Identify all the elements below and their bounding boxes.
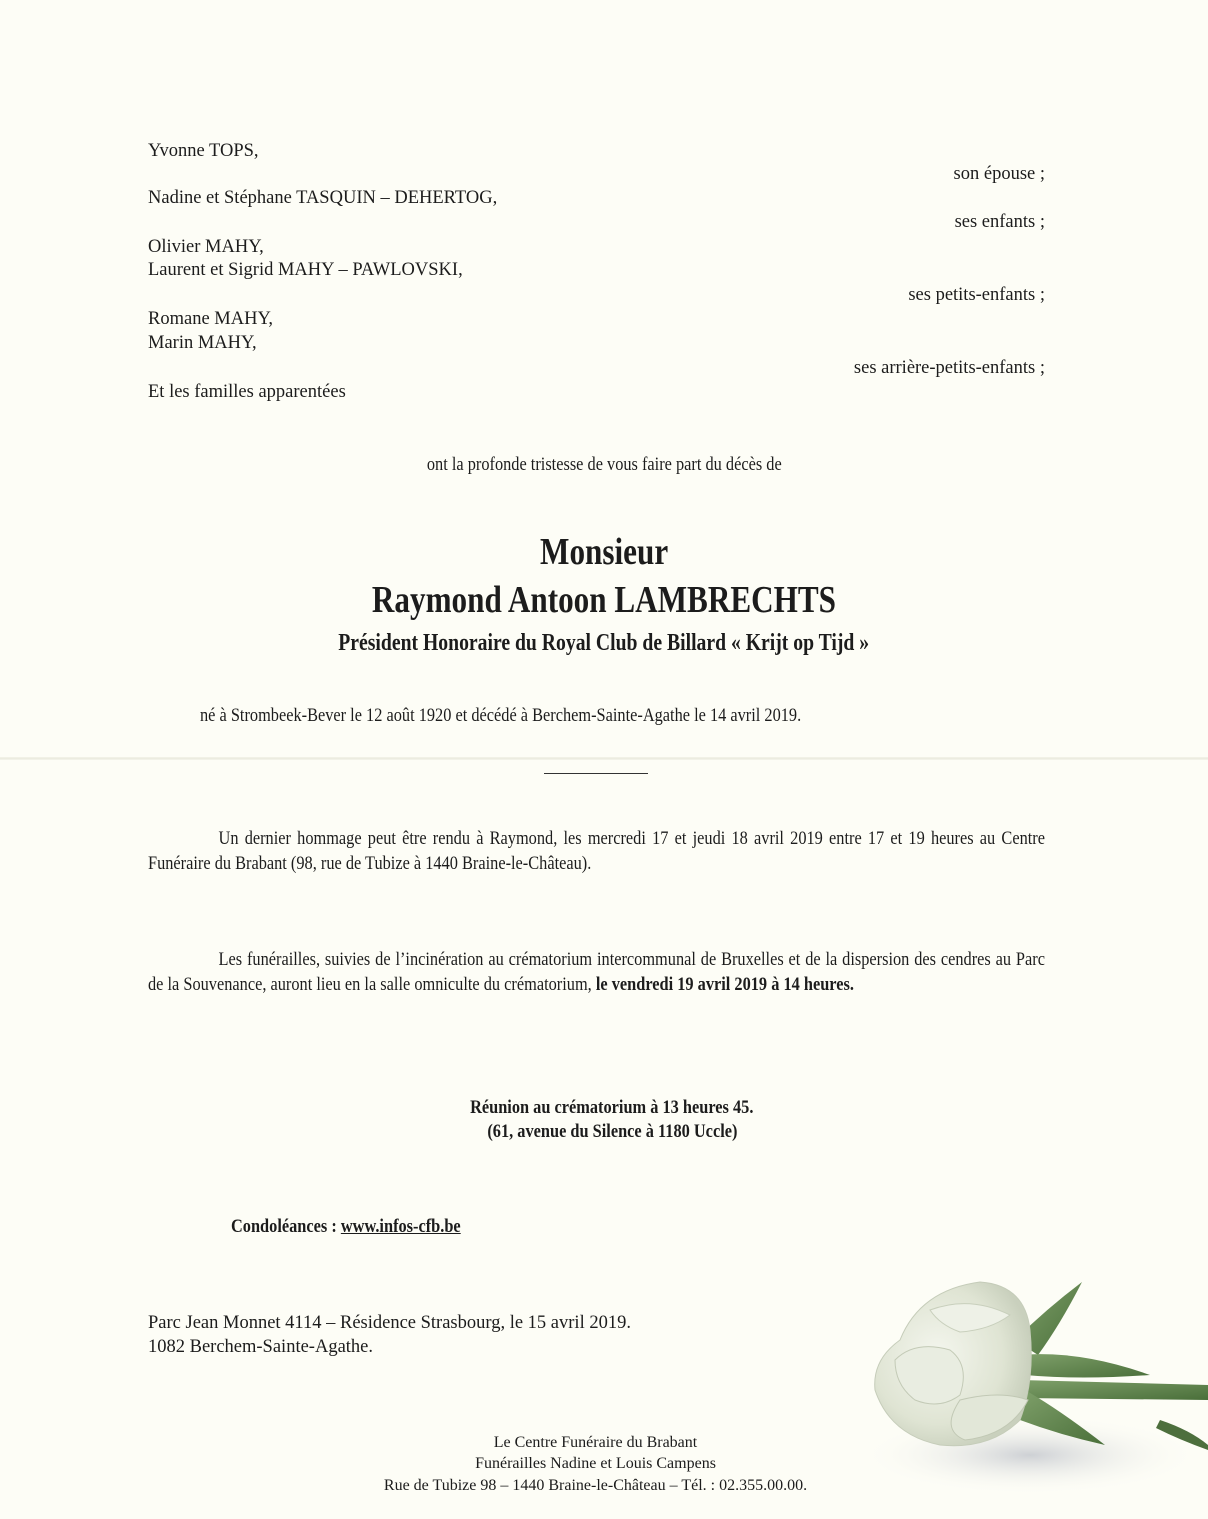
page-fold	[0, 757, 1208, 760]
condolences-line	[231, 1214, 498, 1239]
condolences-link[interactable]: www.infos-cfb.be	[340, 1216, 461, 1237]
address-line-1: Parc Jean Monnet 4114 – Résidence Strasbourg, le 15 avril 2019.	[148, 1313, 631, 1333]
great-grandchild-name-2: Marin MAHY,	[148, 333, 257, 353]
great-grandchild-name-1: Romane MAHY,	[148, 309, 274, 329]
separator-rule	[544, 773, 648, 774]
condolences-label: Condoléances :	[231, 1216, 337, 1237]
funeral-date: le vendredi 19 avril 2019 à 14 heures.	[595, 974, 854, 995]
meeting-line-2	[16, 1119, 1208, 1144]
tribute-text: Un dernier hommage peut être rendu à Raymond, les mercredi 17 et jeudi 18 avril 2019 entre 17 et 19 heures au Centre Funéraire du Brabant (98, rue de Tubize à 1440 Braine-le-Château).	[148, 828, 1045, 874]
deceased-name-text: Raymond Antoon LAMBRECHTS	[371, 579, 837, 621]
rose-stem	[1020, 1380, 1208, 1400]
meeting-text-1: Réunion au crématorium à 13 heures 45.	[470, 1097, 754, 1118]
announcement-text: ont la profonde tristesse de vous faire part du décès de	[426, 454, 782, 475]
funeral-home-line-1: Le Centre Funéraire du Brabant	[493, 1434, 698, 1451]
spouse-name: Yvonne TOPS,	[148, 141, 259, 161]
relatives-line: Et les familles apparentées	[148, 382, 346, 402]
grandchild-name-2: Laurent et Sigrid MAHY – PAWLOVSKI,	[148, 260, 463, 280]
funeral-paragraph	[148, 947, 1045, 997]
deceased-title-text: Monsieur	[539, 531, 669, 573]
rose-sepal-right	[1020, 1354, 1150, 1377]
meeting-line-1	[16, 1095, 1208, 1120]
deceased-name	[0, 578, 1208, 622]
birth-death-text: né à Strombeek-Bever le 12 août 1920 et décédé à Berchem-Sainte-Agathe le 14 avril 2019.	[200, 705, 802, 726]
meeting-text-2: (61, avenue du Silence à 1180 Uccle)	[486, 1121, 738, 1142]
announcement-line	[0, 453, 1208, 477]
funeral-home-line-2: Funérailles Nadine et Louis Campens	[475, 1455, 716, 1472]
funeral-home-line-3: Rue de Tubize 98 – 1440 Braine-le-Château – Tél. : 02.355.00.00.	[383, 1477, 808, 1494]
spouse-role: son épouse ;	[953, 164, 1045, 184]
white-rose-image	[860, 1270, 1208, 1519]
birth-death-line	[200, 704, 899, 728]
deceased-title	[0, 530, 1208, 574]
children-role: ses enfants ;	[954, 212, 1045, 232]
grandchildren-role: ses petits-enfants ;	[908, 285, 1045, 305]
children-name: Nadine et Stéphane TASQUIN – DEHERTOG,	[148, 188, 498, 208]
deceased-distinction-text: Président Honoraire du Royal Club de Billard « Krijt op Tijd »	[338, 630, 870, 656]
great-grandchildren-role: ses arrière-petits-enfants ;	[853, 358, 1045, 378]
grandchild-name-1: Olivier MAHY,	[148, 237, 264, 257]
tribute-paragraph	[148, 826, 1045, 876]
address-line-2: 1082 Berchem-Sainte-Agathe.	[148, 1337, 374, 1357]
funeral-text: Les funérailles, suivies de l’incinération au crématorium intercommunal de Bruxelles et de la dispersion des cendres au Parc de la Souvenance, auront lieu en la salle omniculte du crématorium,	[148, 949, 1045, 995]
deceased-distinction	[0, 628, 1208, 658]
